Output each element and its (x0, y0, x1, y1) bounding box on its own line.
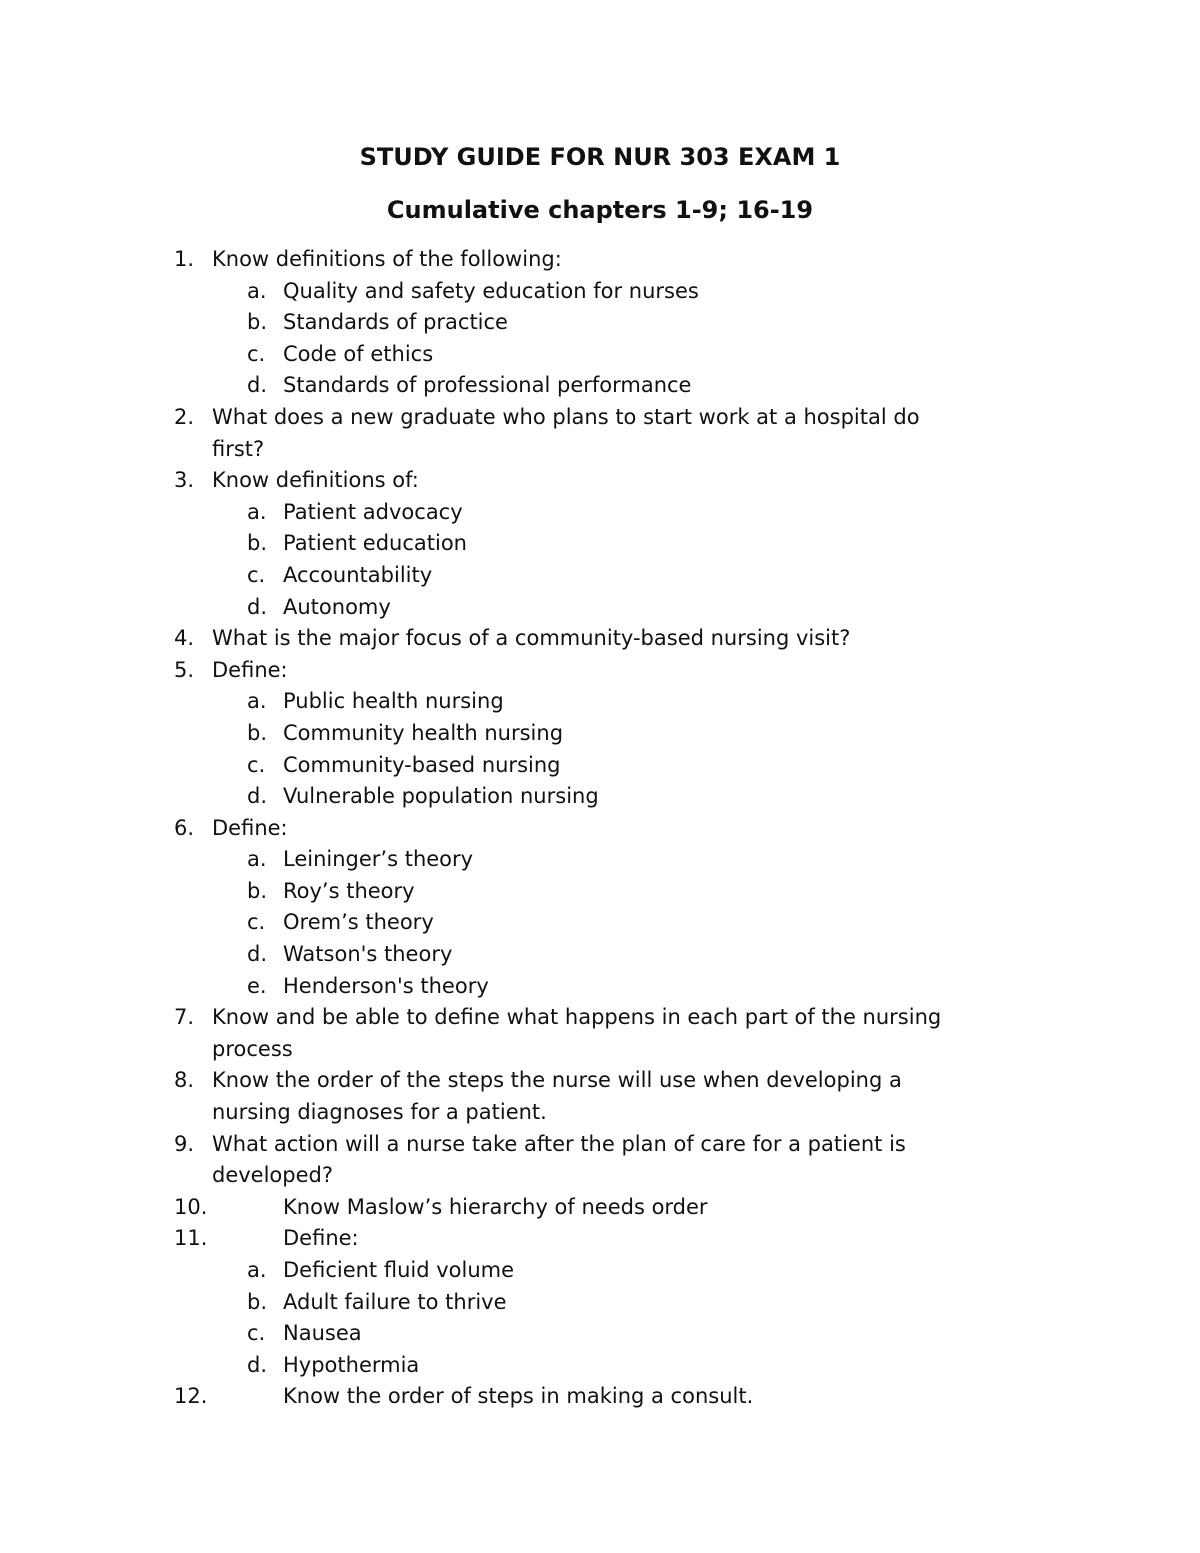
item-text: Know definitions of: (212, 468, 419, 493)
list-item (0, 1223, 1200, 1255)
sub-item (0, 1350, 1200, 1382)
item-number: 9. (174, 1131, 195, 1156)
sub-item-text: Leininger’s theory (283, 847, 474, 872)
sub-item (0, 1287, 1200, 1319)
sub-item-letter: e. (247, 973, 267, 998)
sub-item-text: Watson's theory (283, 942, 453, 967)
sub-item (0, 592, 1200, 624)
sub-item-letter: b. (247, 310, 268, 335)
item-text: What is the major focus of a community-based nursing visit? (212, 626, 851, 651)
sub-item-text: Deficient fluid volume (283, 1258, 515, 1282)
item-text: first? (212, 436, 265, 461)
sub-item-text: Vulnerable population nursing (283, 784, 599, 809)
list-item (0, 1381, 1200, 1413)
list-item (0, 1192, 1200, 1224)
item-number: 6. (174, 815, 195, 840)
sub-item-text: Patient education (283, 531, 467, 556)
sub-item-letter: a. (247, 847, 267, 872)
item-number: 8. (174, 1068, 195, 1093)
item-number: 4. (174, 626, 195, 651)
sub-item-letter: a. (247, 499, 267, 524)
list-item (0, 623, 1200, 655)
sub-item-text: Nausea (283, 1321, 362, 1346)
list-item-continuation (0, 1097, 1200, 1129)
sub-item-text: Henderson's theory (283, 973, 489, 998)
item-number: 3. (174, 468, 195, 493)
item-text: Define: (212, 657, 288, 682)
sub-item (0, 370, 1200, 402)
sub-item (0, 339, 1200, 371)
sub-item-letter: c. (247, 910, 266, 935)
sub-item (0, 497, 1200, 529)
sub-item-letter: c. (247, 1321, 266, 1346)
list-item (0, 244, 1200, 276)
item-number: 5. (174, 657, 195, 682)
sub-item-letter: b. (247, 720, 268, 745)
item-text: Know the order of the steps the nurse will use when developing a (212, 1068, 902, 1093)
item-text: What does a new graduate who plans to start work at a hospital do (212, 404, 920, 429)
sub-item-text: Quality and safety education for nurses (283, 278, 699, 303)
item-number: 2. (174, 404, 195, 429)
sub-item-letter: d. (247, 594, 268, 619)
sub-item-letter: a. (247, 689, 267, 714)
sub-item (0, 876, 1200, 908)
page-title: STUDY GUIDE FOR NUR 303 EXAM 1 (359, 143, 841, 171)
sub-item-text: Patient advocacy (283, 499, 463, 524)
sub-item (0, 686, 1200, 718)
sub-item-text: Roy’s theory (283, 878, 415, 903)
sub-item-text: Accountability (283, 562, 433, 587)
sub-item-letter: d. (247, 1352, 268, 1377)
item-text: Know definitions of the following: (212, 247, 562, 271)
item-number: 1. (174, 247, 195, 271)
item-text: Know the order of steps in making a consult. (283, 1384, 754, 1409)
item-text: Define: (212, 815, 288, 840)
sub-item-letter: c. (247, 752, 266, 777)
item-number: 7. (174, 1005, 195, 1030)
sub-item-letter: c. (247, 341, 266, 366)
item-text: Know and be able to define what happens in each part of the nursing (212, 1005, 942, 1030)
sub-item-letter: a. (247, 1258, 267, 1282)
list-item (0, 465, 1200, 497)
item-text: nursing diagnoses for a patient. (212, 1100, 547, 1125)
list-item-continuation (0, 1160, 1200, 1192)
sub-item (0, 781, 1200, 813)
list-item (0, 1002, 1200, 1034)
sub-item-text: Orem’s theory (283, 910, 434, 935)
sub-item-text: Public health nursing (283, 689, 504, 714)
sub-item (0, 528, 1200, 560)
item-text: What action will a nurse take after the plan of care for a patient is (212, 1131, 906, 1156)
sub-item-text: Community health nursing (283, 720, 564, 745)
item-text: Define: (283, 1226, 359, 1251)
sub-item (0, 307, 1200, 339)
sub-item-text: Adult failure to thrive (283, 1289, 507, 1314)
sub-item (0, 560, 1200, 592)
sub-item (0, 1318, 1200, 1350)
sub-item (0, 971, 1200, 1003)
sub-item (0, 718, 1200, 750)
sub-item (0, 844, 1200, 876)
sub-item-letter: b. (247, 878, 268, 903)
list-item (0, 1129, 1200, 1161)
item-text: developed? (212, 1163, 334, 1188)
sub-item-text: Hypothermia (283, 1352, 420, 1377)
item-text: process (212, 1036, 293, 1061)
item-number: 12. (174, 1384, 208, 1409)
list-item-continuation (0, 434, 1200, 466)
list-item (0, 402, 1200, 434)
sub-item (0, 750, 1200, 782)
page-subtitle: Cumulative chapters 1-9; 16-19 (386, 196, 814, 224)
sub-item-letter: d. (247, 784, 268, 809)
sub-item-text: Code of ethics (283, 341, 434, 366)
item-number: 10. (174, 1194, 208, 1219)
sub-item-text: Standards of professional performance (283, 373, 692, 398)
list-item-continuation (0, 1034, 1200, 1066)
list-item (0, 655, 1200, 687)
list-item (0, 813, 1200, 845)
sub-item (0, 907, 1200, 939)
list-item (0, 1065, 1200, 1097)
sub-item (0, 939, 1200, 971)
sub-item-text: Standards of practice (283, 310, 508, 335)
item-number: 11. (174, 1226, 208, 1251)
sub-item-letter: a. (247, 278, 267, 303)
item-text: Know Maslow’s hierarchy of needs order (283, 1194, 708, 1219)
sub-item-letter: d. (247, 373, 268, 398)
sub-item (0, 1255, 1200, 1287)
sub-item-letter: b. (247, 1289, 268, 1314)
sub-item-letter: d. (247, 942, 268, 967)
sub-item-letter: b. (247, 531, 268, 556)
sub-item (0, 276, 1200, 308)
study-guide-list (0, 244, 1200, 1413)
sub-item-letter: c. (247, 562, 266, 587)
sub-item-text: Autonomy (283, 594, 391, 619)
sub-item-text: Community-based nursing (283, 752, 561, 777)
